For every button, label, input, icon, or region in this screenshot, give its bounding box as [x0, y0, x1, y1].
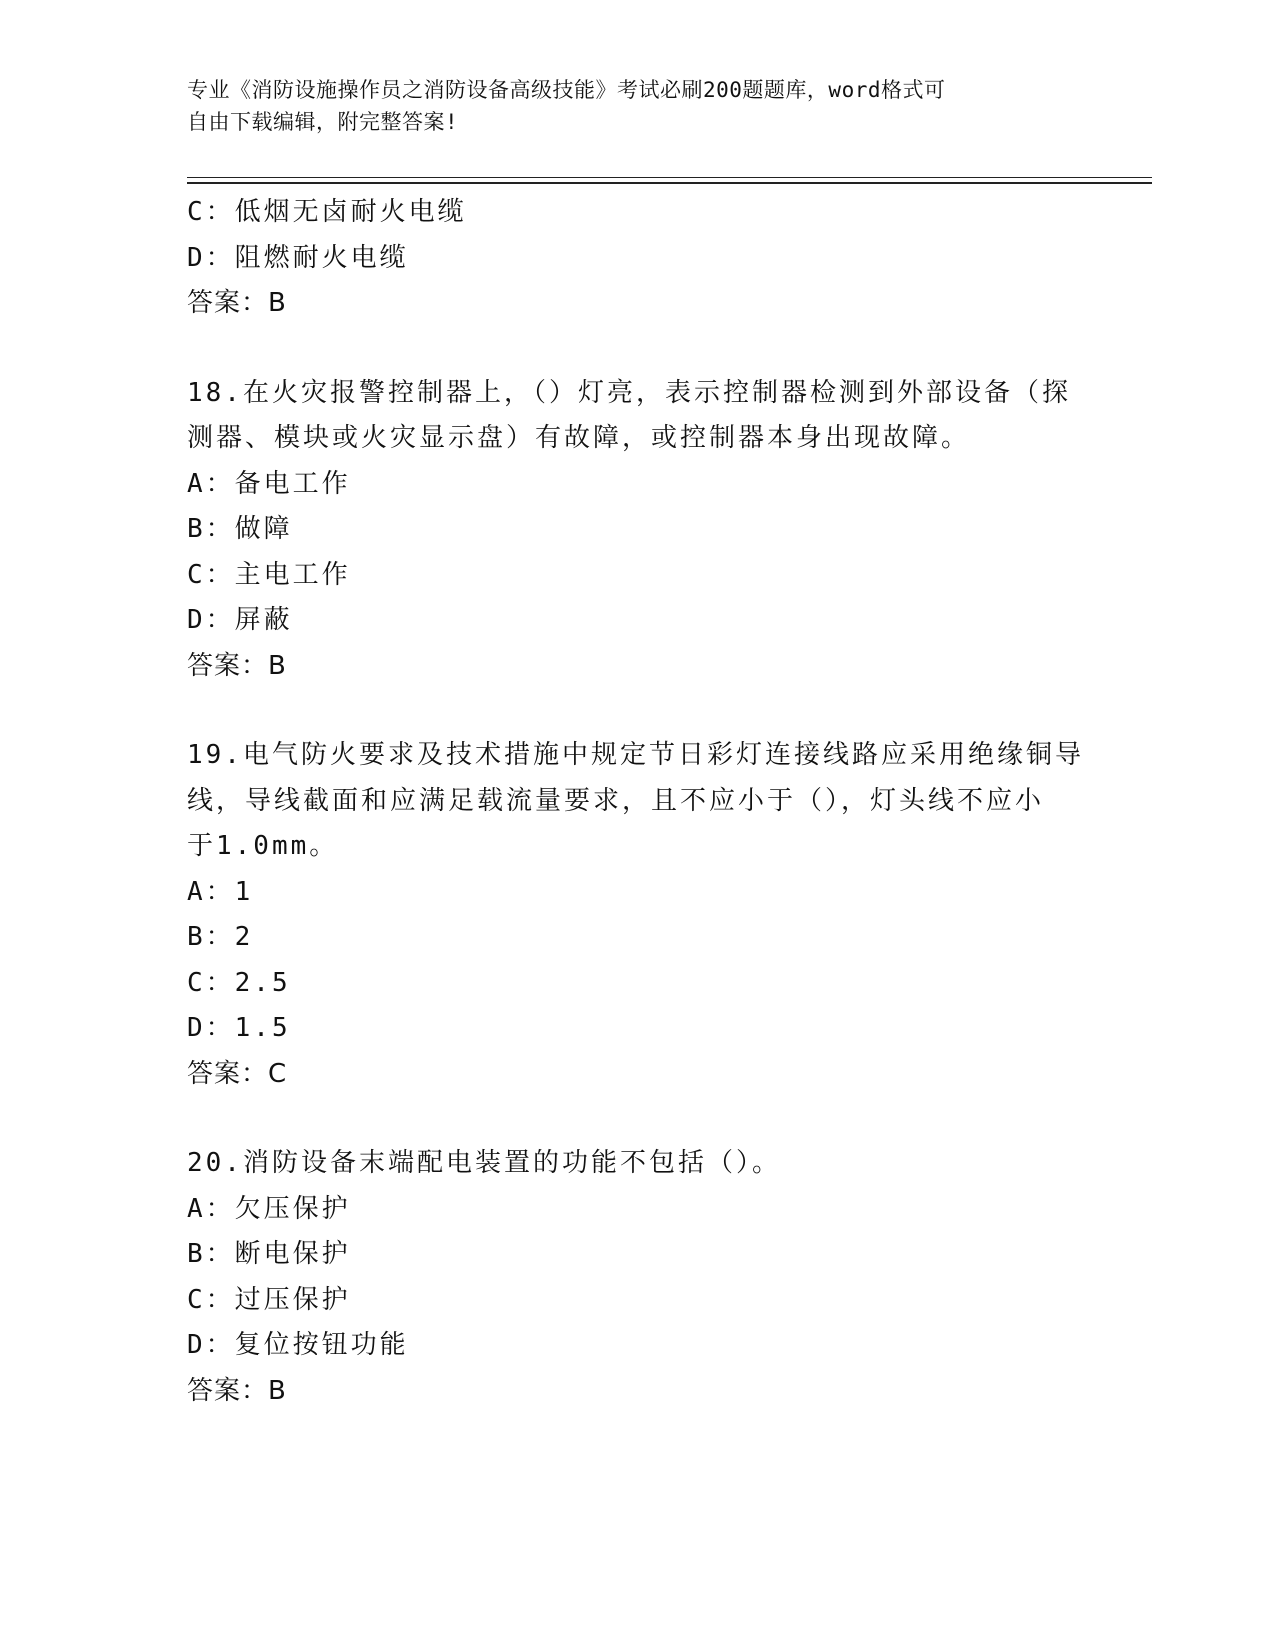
option-a: A：1 [187, 876, 254, 907]
option-a: A：备电工作 [187, 468, 351, 499]
header-rule-thick [187, 182, 1152, 184]
prev-question-block [187, 190, 1087, 327]
option-d: D：复位按钮功能 [187, 1330, 409, 1360]
option-d: D：屏蔽 [187, 605, 293, 635]
option-b: B：2 [187, 922, 254, 952]
header-rule-thin [187, 177, 1152, 178]
question-text-line: 19.电气防火要求及技术措施中规定节日彩灯连接线路应采用绝缘铜导 [187, 740, 1084, 770]
option-b: B：做障 [187, 514, 293, 544]
answer: 答案：B [187, 288, 287, 318]
header-line-1: 专业《消防设施操作员之消防设备高级技能》考试必刷200题题库，word格式可 [187, 78, 946, 102]
answer: 答案：C [187, 1058, 288, 1089]
option-c: C：低烟无卤耐火电缆 [187, 197, 467, 227]
header-line-2: 自由下载编辑，附完整答案! [187, 110, 459, 134]
question-text-line: 测器、模块或火灾显示盘）有故障，或控制器本身出现故障。 [187, 423, 971, 453]
option-c: C：过压保护 [187, 1284, 351, 1315]
question-text-line: 18.在火灾报警控制器上，（）灯亮，表示控制器检测到外部设备（探 [187, 377, 1071, 408]
option-b: B：断电保护 [187, 1239, 351, 1269]
option-c: C：主电工作 [187, 559, 351, 590]
question-content [187, 190, 1087, 1414]
question-text-line: 线，导线截面和应满足载流量要求，且不应小于（），灯头线不应小 [187, 785, 1045, 816]
question-20 [187, 1141, 1087, 1414]
question-text-line: 20.消防设备末端配电装置的功能不包括（）。 [187, 1148, 781, 1178]
option-a: A：欠压保护 [187, 1193, 351, 1224]
option-d: D：1.5 [187, 1013, 291, 1043]
question-text-line: 于1.0mm。 [187, 831, 339, 861]
answer: 答案：B [187, 1375, 287, 1406]
question-18 [187, 371, 1087, 690]
question-19 [187, 733, 1087, 1097]
document-header [187, 74, 1067, 138]
answer: 答案：B [187, 650, 287, 681]
option-c: C：2.5 [187, 967, 291, 998]
option-d: D：阻燃耐火电缆 [187, 242, 409, 273]
